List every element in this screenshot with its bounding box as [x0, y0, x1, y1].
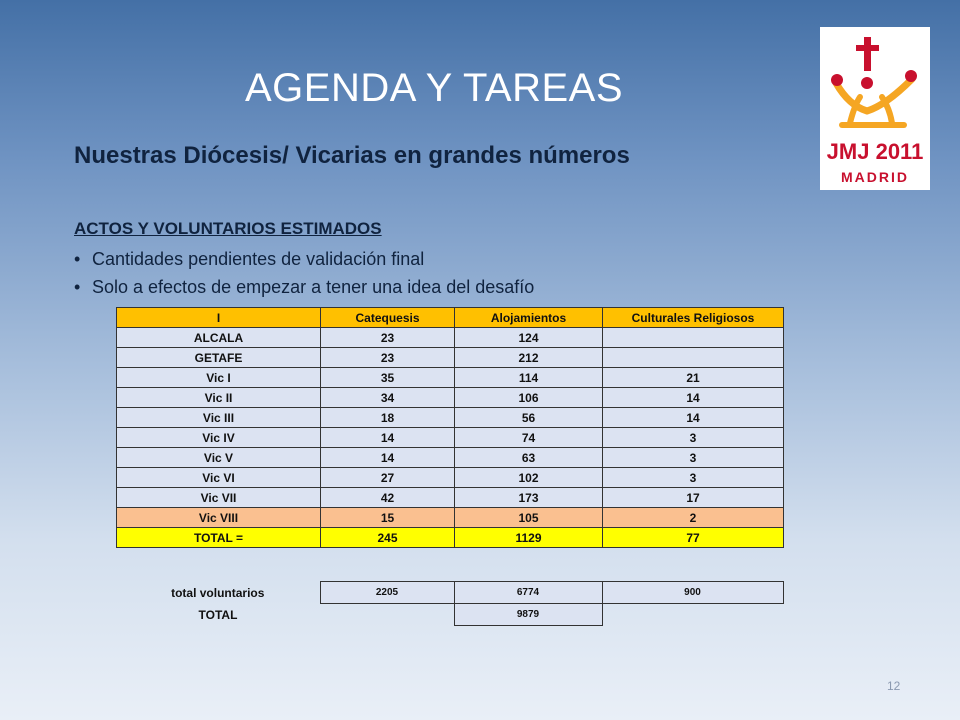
- table-cell: 212: [455, 348, 603, 368]
- table-cell: 14: [603, 388, 784, 408]
- table-cell: Vic V: [117, 448, 321, 468]
- table-cell: 23: [321, 328, 455, 348]
- table-row: [117, 348, 784, 368]
- table-cell: 23: [321, 348, 455, 368]
- column-header: Culturales Religiosos: [603, 308, 784, 328]
- table-cell: 77: [603, 528, 784, 548]
- volunteers-label: total voluntarios: [116, 582, 320, 604]
- table-cell: TOTAL =: [117, 528, 321, 548]
- data-table: [116, 307, 784, 548]
- table-cell: 114: [455, 368, 603, 388]
- table-row: [117, 388, 784, 408]
- table-cell: 102: [455, 468, 603, 488]
- table-row: [117, 408, 784, 428]
- table-cell: 2: [603, 508, 784, 528]
- table-cell: [603, 348, 784, 368]
- grand-total-label: TOTAL: [198, 607, 238, 622]
- volunteers-row: [116, 582, 783, 604]
- table-cell: 42: [321, 488, 455, 508]
- table-row: [117, 488, 784, 508]
- table-cell: 106: [455, 388, 603, 408]
- table-cell: 173: [455, 488, 603, 508]
- jmj-logo-icon: [820, 27, 930, 190]
- bullet-list: [74, 245, 534, 301]
- table-cell: Vic II: [117, 388, 321, 408]
- table-cell: Vic IV: [117, 428, 321, 448]
- table-cell: 17: [603, 488, 784, 508]
- table-cell: Vic I: [117, 368, 321, 388]
- table-cell: Vic VI: [117, 468, 321, 488]
- slide-subtitle: Nuestras Diócesis/ Vicarias en grandes números: [74, 142, 630, 169]
- table-cell: 18: [321, 408, 455, 428]
- bullet-item: [74, 273, 534, 301]
- table-cell: 14: [321, 428, 455, 448]
- bullet-icon: •: [74, 277, 81, 297]
- table-row: [117, 468, 784, 488]
- table-row: [117, 368, 784, 388]
- table-cell: 14: [603, 408, 784, 428]
- grand-total-row: [116, 604, 783, 626]
- bullet-icon: •: [74, 249, 81, 269]
- table-row: [117, 448, 784, 468]
- slide-title: AGENDA Y TAREAS: [245, 66, 624, 110]
- table-cell: 3: [603, 468, 784, 488]
- column-header: Alojamientos: [455, 308, 603, 328]
- table-cell: Vic III: [117, 408, 321, 428]
- table-cell: 245: [321, 528, 455, 548]
- table-row: [117, 328, 784, 348]
- table-cell: ALCALA: [117, 328, 321, 348]
- table-cell: 124: [455, 328, 603, 348]
- volunteers-catequesis: 2205: [320, 582, 454, 604]
- logo-text-bottom: MADRID: [841, 169, 909, 185]
- volunteers-culturales: 900: [602, 582, 783, 604]
- bullet-text: Cantidades pendientes de validación final: [92, 249, 425, 269]
- column-header: I: [117, 308, 321, 328]
- table-cell: [603, 328, 784, 348]
- table-cell: 105: [455, 508, 603, 528]
- table-cell: 3: [603, 428, 784, 448]
- bullet-text: Solo a efectos de empezar a tener una idea del desafío: [92, 277, 535, 297]
- table-cell: 63: [455, 448, 603, 468]
- bullet-item: [74, 245, 534, 273]
- table-row: [117, 428, 784, 448]
- table-cell: Vic VII: [117, 488, 321, 508]
- table-cell: 27: [321, 468, 455, 488]
- jmj-logo: [820, 27, 930, 190]
- table-row-highlighted: [117, 508, 784, 528]
- logo-text-top: JMJ 2011: [826, 139, 924, 164]
- table-cell: 3: [603, 448, 784, 468]
- table-cell: GETAFE: [117, 348, 321, 368]
- section-heading: ACTOS Y VOLUNTARIOS ESTIMADOS: [74, 219, 382, 238]
- table-cell: 34: [321, 388, 455, 408]
- table-cell: 74: [455, 428, 603, 448]
- table-total-row: [117, 528, 784, 548]
- volunteers-alojamientos: 6774: [454, 582, 602, 604]
- table-header-row: [117, 308, 784, 328]
- table-cell: 1129: [455, 528, 603, 548]
- table-cell: 14: [321, 448, 455, 468]
- table-cell: 21: [603, 368, 784, 388]
- table-cell: 56: [455, 408, 603, 428]
- table-cell: Vic VIII: [117, 508, 321, 528]
- empty-cell: [320, 604, 454, 626]
- column-header: Catequesis: [321, 308, 455, 328]
- table-cell: 35: [321, 368, 455, 388]
- page-number: 12: [887, 679, 901, 693]
- summary-table: [116, 581, 784, 626]
- empty-cell: [602, 604, 783, 626]
- grand-total-value: 9879: [454, 604, 602, 626]
- table-cell: 15: [321, 508, 455, 528]
